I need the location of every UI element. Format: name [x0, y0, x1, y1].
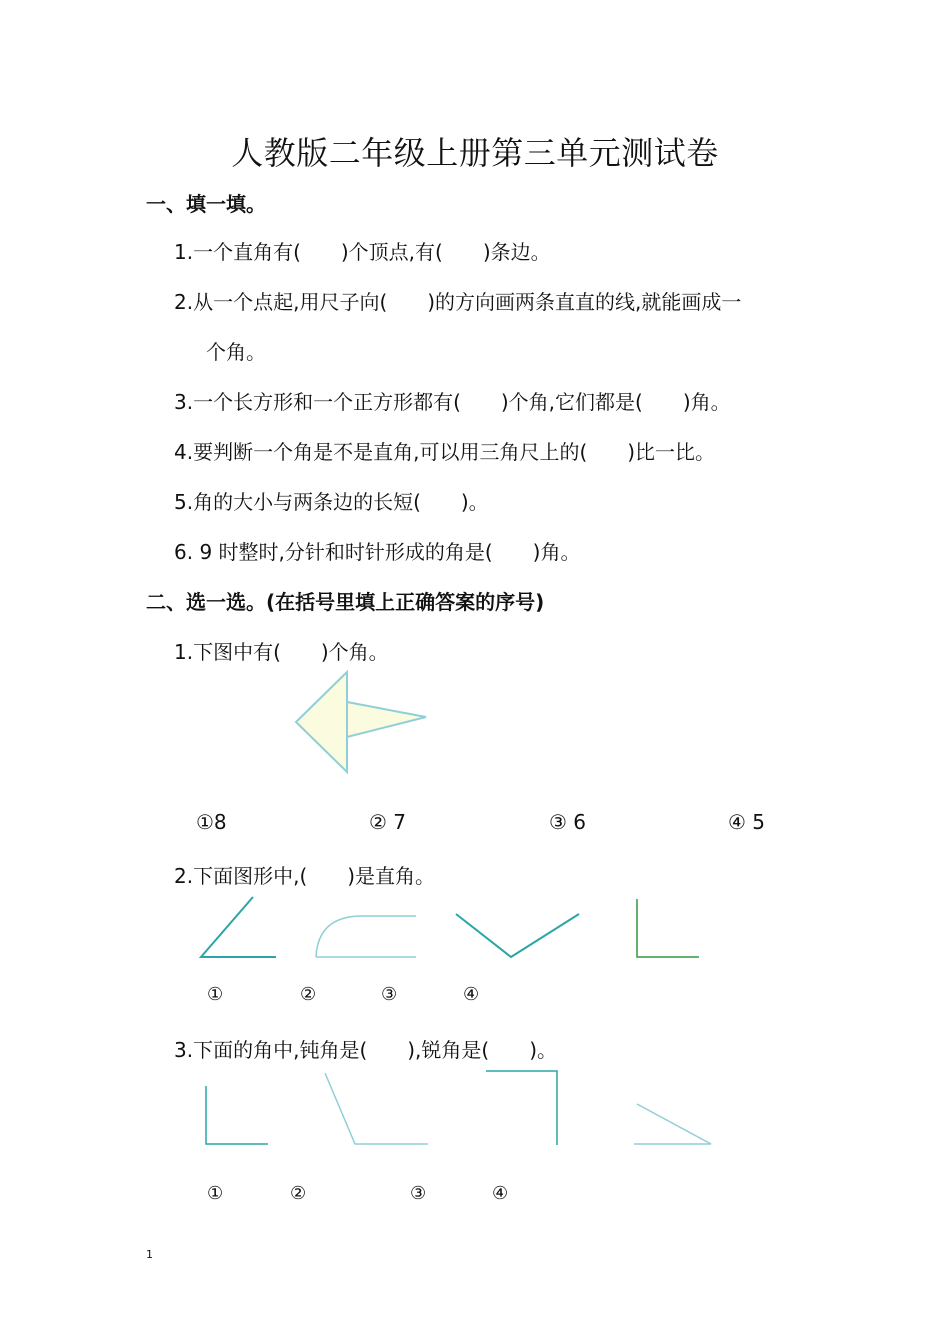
section-1-heading: 一、填一填。: [146, 192, 266, 216]
q1-option-4: ④ 5: [728, 810, 766, 834]
q2-label-1: ①: [207, 984, 224, 1005]
question-1-2-continued: 个角。: [206, 340, 266, 364]
q1-option-1: ①8: [196, 810, 227, 834]
q3-label-4: ④: [492, 1183, 509, 1204]
question-1-1: 1.一个直角有( )个顶点,有( )条边。: [174, 240, 551, 264]
question-2-2: 2.下面图形中,( )是直角。: [174, 864, 436, 888]
q3-angle-2-obtuse: [325, 1073, 428, 1144]
page-title: 人教版二年级上册第三单元测试卷: [231, 134, 719, 172]
q3-angle-4-acute: [634, 1104, 711, 1144]
q1-option-3: ③ 6: [549, 810, 587, 834]
question-1-3: 3.一个长方形和一个正方形都有( )个角,它们都是( )角。: [174, 390, 731, 414]
question-1-5: 5.角的大小与两条边的长短( )。: [174, 490, 489, 514]
q3-label-2: ②: [290, 1183, 307, 1204]
q2-label-4: ④: [463, 984, 480, 1005]
question-2-3: 3.下面的角中,钝角是( ),锐角是( )。: [174, 1038, 558, 1062]
q3-label-3: ③: [410, 1183, 427, 1204]
question-1-2: 2.从一个点起,用尺子向( )的方向画两条直直的线,就能画成一: [174, 290, 742, 314]
page-number: 1: [146, 1248, 153, 1261]
question-1-4: 4.要判断一个角是不是直角,可以用三角尺上的( )比一比。: [174, 440, 716, 464]
q2-label-3: ③: [381, 984, 398, 1005]
q1-option-2: ② 7: [369, 810, 407, 834]
section-2-heading: 二、选一选。(在括号里填上正确答案的序号): [146, 590, 545, 614]
q3-angle-3-right: [486, 1071, 557, 1145]
q3-label-1: ①: [207, 1183, 224, 1204]
q2-label-2: ②: [300, 984, 317, 1005]
question-2-1: 1.下图中有( )个角。: [174, 640, 389, 664]
question-1-6: 6. 9 时整时,分针和时针形成的角是( )角。: [174, 540, 581, 564]
q3-angle-1-right: [206, 1086, 268, 1144]
